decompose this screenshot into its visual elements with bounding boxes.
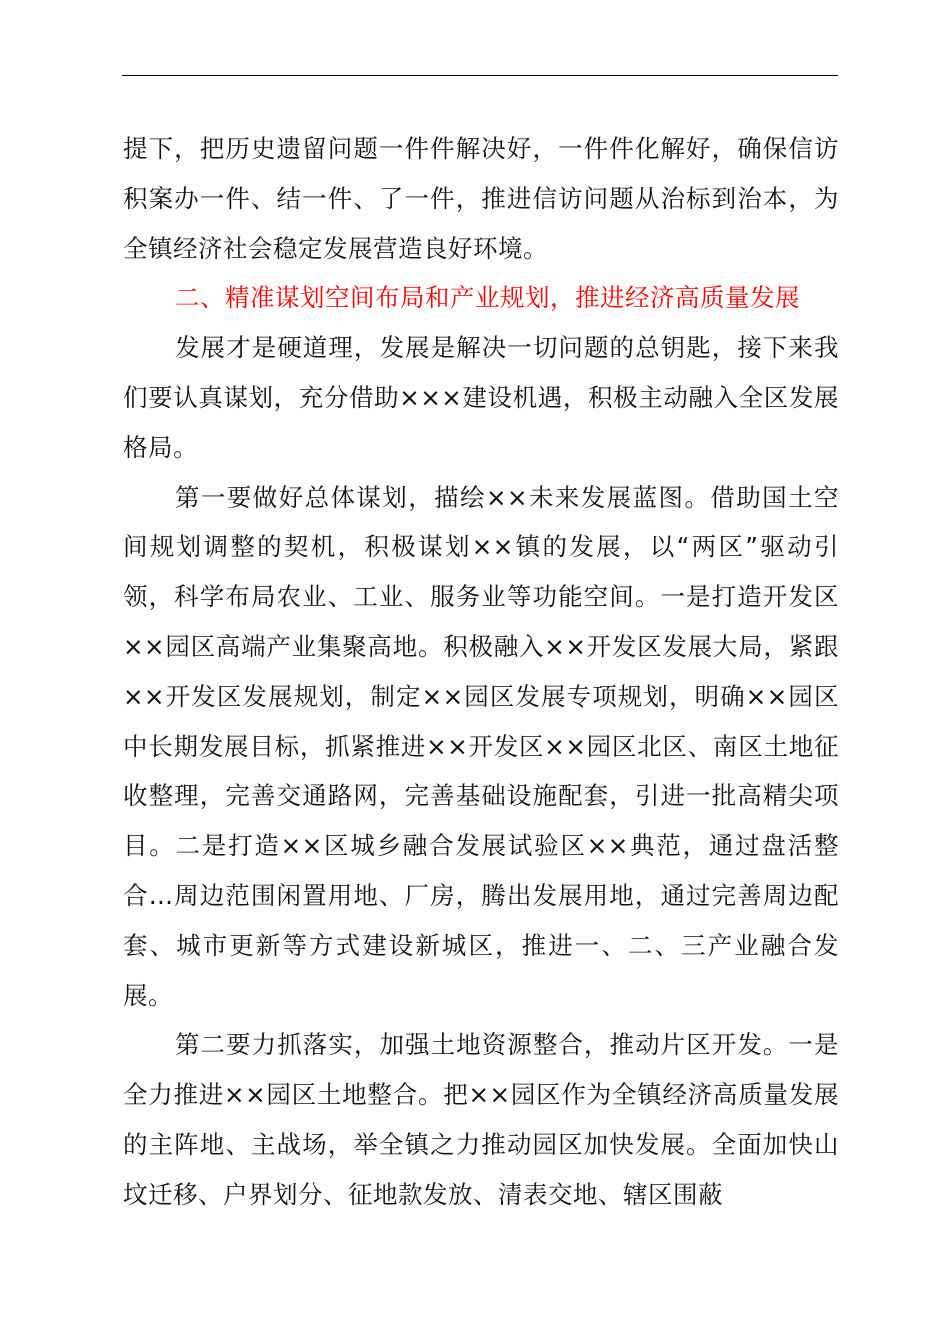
header-rule: [122, 75, 838, 76]
paragraph-intro: 发展才是硬道理，发展是解决一切问题的总钥匙，接下来我们要认真谋划，充分借助×××建设机遇，积极主动融入全区发展格局。: [123, 333, 839, 462]
paragraph-point-one: 第一要做好总体谋划，描绘××未来发展蓝图。借助国土空间规划调整的契机，积极谋划××镇的发展，以“两区”驱动引领，科学布局农业、工业、服务业等功能空间。一是打造开发区××园区高端产业集聚高地。积极融入××开发区发展大局，紧跟××开发区发展规划，制定××园区发展专项规划，明确××园区中长期发展目标，抓紧推进××开发区××园区北区、南区土地征收整理，完善交通路网，完善基础设施配套，引进一批高精尖项目。二是打造××区城乡融合发展试验区××典范，通过盘活整合…周边范围闲置用地、厂房，腾出发展用地，通过完善周边配套、城市更新等方式建设新城区，推进一、二、三产业融合发展。: [123, 482, 839, 1010]
paragraph-continuation: 提下，把历史遗留问题一件件解决好，一件件化解好，确保信访积案办一件、结一件、了一件，推进信访问题从治标到治本，为全镇经济社会稳定发展营造良好环境。: [123, 134, 839, 263]
paragraph-point-two: 第二要力抓落实，加强土地资源整合，推动片区开发。一是全力推进××园区土地整合。把××园区作为全镇经济高质量发展的主阵地、主战场，举全镇之力推动园区加快发展。全面加快山坟迁移、户界划分、征地款发放、清表交地、辖区围蔽: [123, 1030, 839, 1209]
document-body: [123, 124, 839, 1220]
section-heading: 二、精准谋划空间布局和产业规划，推进经济高质量发展: [175, 283, 800, 313]
